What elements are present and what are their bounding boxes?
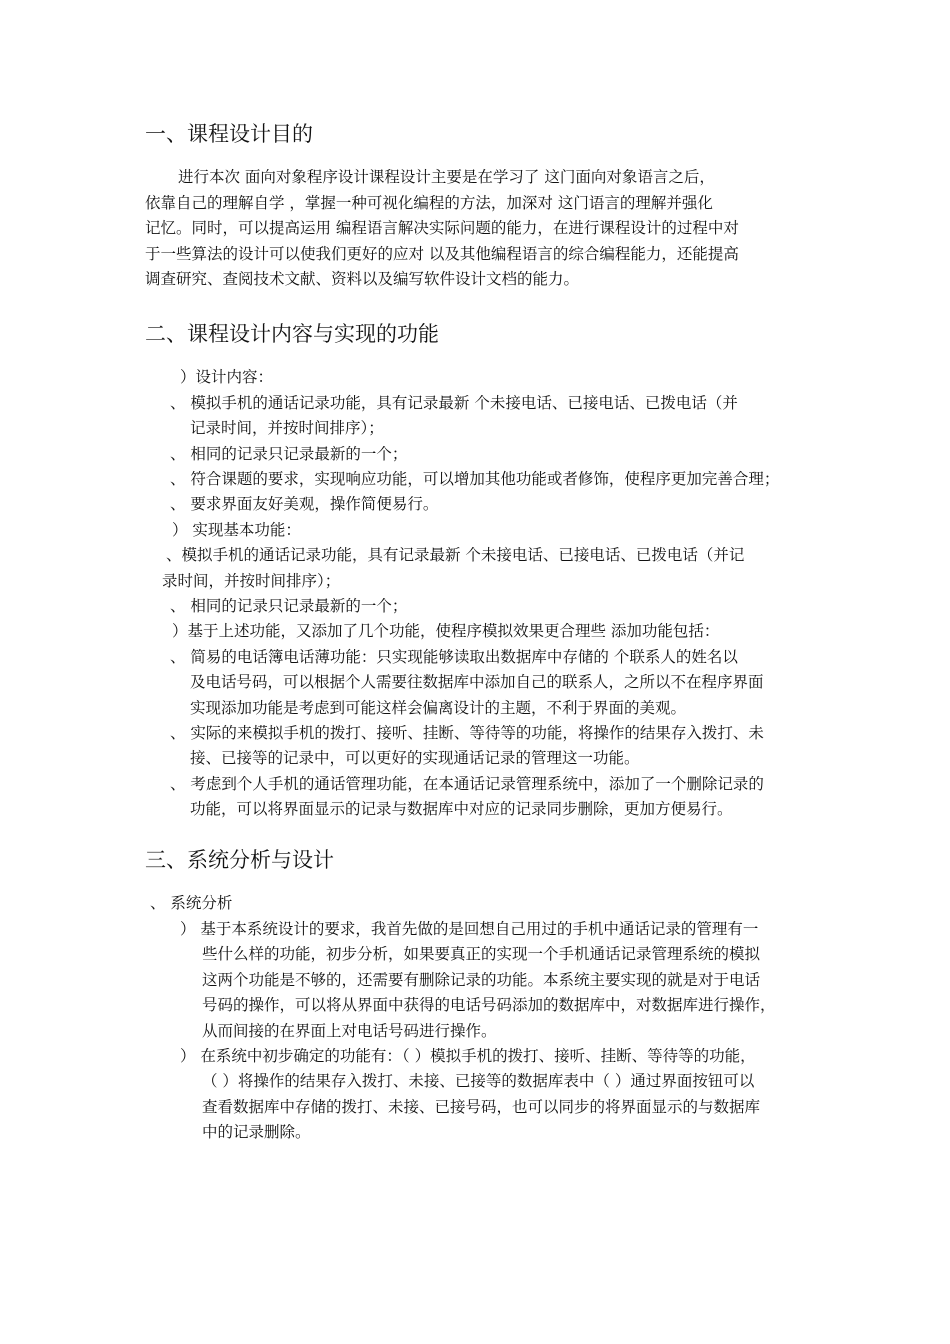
paragraph-line: 进行本次 面向对象程序设计课程设计主要是在学习了 这门面向对象语言之后， [178, 168, 715, 186]
list-line: 、模拟手机的通话记录功能，具有记录最新 个未接电话、已接电话、已拨电话（并记 [166, 546, 745, 564]
list-line: 、 符合课题的要求，实现响应功能，可以增加其他功能或者修饰，使程序更加完善合理； [170, 470, 780, 488]
list-line: 功能，可以将界面显示的记录与数据库中对应的记录同步删除，更加方便易行。 [190, 800, 733, 818]
list-line: 、 要求界面友好美观，操作简便易行。 [170, 495, 439, 513]
list-line: 、 实际的来模拟手机的拨打、接听、挂断、等待等的功能，将操作的结果存入拨打、未 [170, 724, 764, 742]
section-1-heading: 一、课程设计目的 [145, 122, 313, 146]
list-line: 、 相同的记录只记录最新的一个； [170, 445, 408, 463]
paragraph-line: 于一些算法的设计可以使我们更好的应对 以及其他编程语言的综合编程能力，还能提高 [145, 245, 739, 263]
list-line: 、 系统分析 [150, 894, 233, 912]
list-line: ）基于上述功能，又添加了几个功能，使程序模拟效果更合理些 添加功能包括： [172, 622, 720, 640]
list-line: 、 相同的记录只记录最新的一个； [170, 597, 408, 615]
list-line: 些什么样的功能，初步分析，如果要真正的实现一个手机通话记录管理系统的模拟 [202, 945, 761, 963]
list-line: 从而间接的在界面上对电话号码进行操作。 [202, 1022, 497, 1040]
section-2-heading: 二、课程设计内容与实现的功能 [145, 322, 439, 346]
list-line: ）设计内容： [180, 368, 274, 386]
list-line: 及电话号码，可以根据个人需要往数据库中添加自己的联系人，之所以不在程序界面 [190, 673, 764, 691]
list-line: 、 考虑到个人手机的通话管理功能，在本通话记录管理系统中，添加了一个删除记录的 [170, 775, 764, 793]
paragraph-line: 记忆。同时，可以提高运用 编程语言解决实际问题的能力，在进行课程设计的过程中对 [145, 219, 739, 237]
list-line: 、 模拟手机的通话记录功能，具有记录最新 个未接电话、已接电话、已拨电话（并 [170, 394, 738, 412]
paragraph-line: 调查研究、查阅技术文献、资料以及编写软件设计文档的能力。 [145, 270, 580, 288]
list-line: 录时间，并按时间排序）； [162, 572, 341, 590]
list-line: 、 简易的电话簿电话薄功能：只实现能够读取出数据库中存储的 个联系人的姓名以 [170, 648, 738, 666]
list-line: 中的记录删除。 [202, 1123, 311, 1141]
list-line: ） 在系统中初步确定的功能有：（ ）模拟手机的拨打、接听、挂断、等待等的功能， [180, 1047, 756, 1065]
list-line: ） 基于本系统设计的要求，我首先做的是回想自己用过的手机中通话记录的管理有一 [180, 920, 759, 938]
list-line: 这两个功能是不够的，还需要有删除记录的功能。本系统主要实现的就是对于电话 [202, 971, 761, 989]
list-line: （ ）将操作的结果存入拨打、未接、已接等的数据库表中（ ）通过界面按钮可以 [202, 1072, 755, 1090]
paragraph-line: 依靠自己的理解自学 ，掌握一种可视化编程的方法，加深对 这门语言的理解并强化 [145, 194, 713, 212]
section-3-heading: 三、系统分析与设计 [145, 848, 334, 872]
list-line: 接、已接等的记录中，可以更好的实现通话记录的管理这一功能。 [190, 749, 640, 767]
list-line: 记录时间，并按时间排序）； [190, 419, 384, 437]
list-line: 实现添加功能是考虑到可能这样会偏离设计的主题，不利于界面的美观。 [190, 699, 687, 717]
list-line: ） 实现基本功能： [172, 521, 301, 539]
list-line: 号码的操作，可以将从界面中获得的电话号码添加的数据库中，对数据库进行操作， [202, 996, 776, 1014]
list-line: 查看数据库中存储的拨打、未接、已接号码，也可以同步的将界面显示的与数据库 [202, 1098, 761, 1116]
